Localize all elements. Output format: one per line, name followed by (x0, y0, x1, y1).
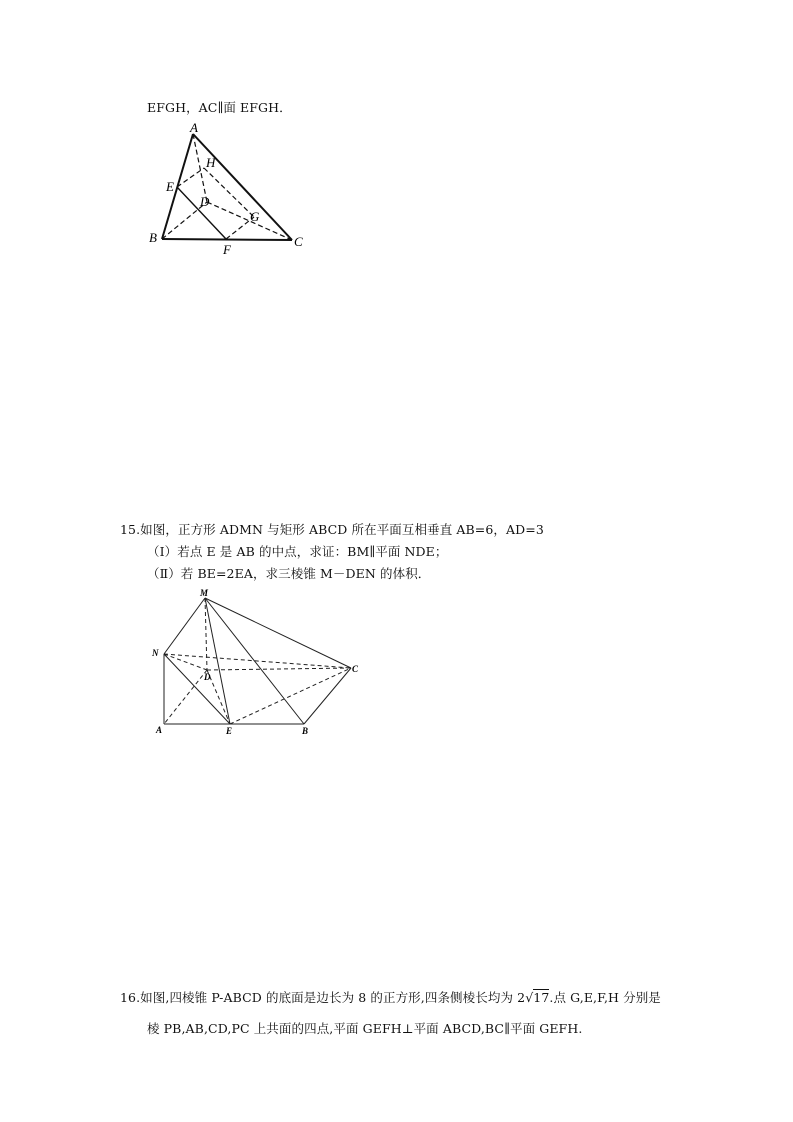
radicand: 17 (533, 990, 550, 1005)
label-M: M (200, 588, 209, 598)
problem-15-stem: 15.如图，正方形 ADMN 与矩形 ABCD 所在平面互相垂直 AB=6，AD=3 (120, 522, 544, 537)
problem-15-part-2: （Ⅱ）若 BE=2EA，求三棱锥 M－DEN 的体积． (147, 566, 431, 581)
label-B: B (149, 230, 157, 245)
sqrt-expression (525, 990, 549, 1005)
prism-svg (148, 588, 363, 738)
edge-NC (164, 654, 351, 668)
problem-16-line-1 (120, 988, 661, 1006)
edge-ME (205, 598, 230, 724)
label-D: D (200, 194, 210, 209)
problem-15-part-1: （Ⅰ）若点 E 是 AB 的中点，求证：BM∥平面 NDE； (147, 544, 448, 559)
label-B: B (302, 726, 309, 736)
edge-AD (193, 134, 207, 202)
edge-AC (193, 134, 292, 240)
figure-tetrahedron (140, 120, 320, 260)
label-E: E (166, 179, 174, 194)
label-N: N (152, 648, 159, 658)
edge-MC (205, 598, 351, 668)
problem-16-text-b: .点 G,E,F,H 分别是 (549, 990, 661, 1005)
label-C: C (294, 234, 303, 249)
problem-16-text-a: 16.如图,四棱锥 P-ABCD 的底面是边长为 8 的正方形,四条侧棱长均为 2 (120, 990, 526, 1005)
edge-BC (304, 668, 351, 724)
label-E: E (226, 726, 233, 736)
edge-DA (164, 670, 207, 724)
edge-BC (162, 239, 292, 240)
edge-MN (164, 598, 205, 654)
radical-sign: √ (525, 990, 534, 1005)
label-A: A (156, 725, 163, 735)
figure-prism (148, 588, 363, 738)
edge-NE (164, 654, 230, 724)
label-A: A (190, 120, 198, 135)
label-C: C (352, 664, 359, 674)
label-H: H (206, 155, 216, 170)
label-F: F (223, 242, 231, 257)
edge-EC (230, 668, 351, 724)
problem-14-conclusion: EFGH，AC∥面 EFGH． (147, 100, 292, 115)
problem-16-line-2: 棱 PB,AB,CD,PC 上共面的四点,平面 GEFH⊥平面 ABCD,BC∥平面 GEFH. (147, 1021, 583, 1036)
edge-DC (207, 668, 351, 670)
label-G: G (250, 209, 260, 224)
edge-MB (205, 598, 304, 724)
tetrahedron-svg (140, 120, 320, 260)
label-D: D (204, 672, 211, 682)
